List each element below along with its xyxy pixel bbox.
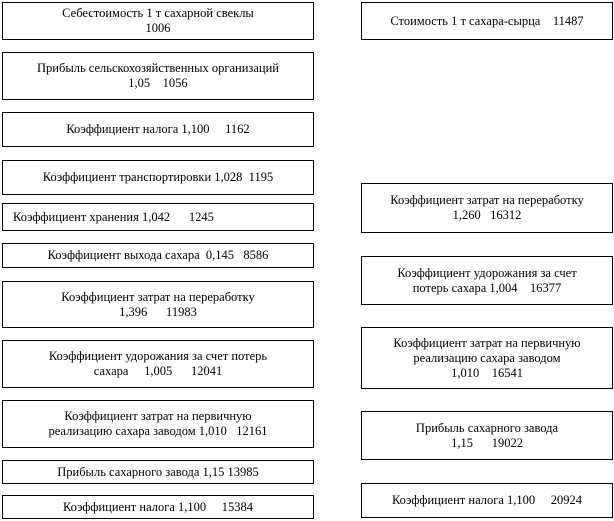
box-loss-appreciation-coef-2 bbox=[361, 256, 613, 305]
box-processing-cost-coef-1 bbox=[2, 281, 314, 328]
box-line: потерь сахара 1,004 16377 bbox=[412, 280, 562, 295]
box-primary-sales-coef-1 bbox=[2, 400, 314, 448]
box-line: 1,396 11983 bbox=[119, 304, 197, 319]
box-line: реализацию сахара заводом 1,010 12161 bbox=[48, 424, 268, 438]
box-line: 1,010 16541 bbox=[451, 365, 523, 380]
box-line: Коэффициент налога 1,100 15384 bbox=[62, 499, 254, 514]
box-sugar-beet-cost bbox=[2, 2, 314, 40]
box-line: Коэффициент затрат на первичную bbox=[393, 335, 581, 350]
box-line: сахара 1,005 12041 bbox=[93, 364, 223, 378]
box-transport-coef bbox=[2, 160, 314, 195]
box-storage-coef bbox=[2, 203, 314, 231]
box-line: 1,15 19022 bbox=[451, 435, 523, 450]
box-tax-coef-3 bbox=[361, 483, 613, 518]
box-line: Стоимость 1 т сахара-сырца 11487 bbox=[390, 13, 584, 28]
box-line: Коэффициент затрат на переработку bbox=[390, 193, 584, 207]
box-line: Коэффициент затрат на первичную bbox=[64, 409, 252, 423]
box-agri-profit bbox=[2, 52, 314, 100]
box-line: Прибыль сахарного завода 1,15 13985 bbox=[57, 464, 259, 479]
box-line: Коэффициент налога 1,100 20924 bbox=[391, 493, 583, 507]
box-raw-sugar-cost bbox=[361, 2, 613, 40]
box-sugar-plant-profit-1 bbox=[2, 460, 314, 484]
box-line: Коэффициент транспортировки 1,028 1195 bbox=[42, 170, 274, 184]
box-line: Коэффициент удорожания за счет потерь bbox=[48, 349, 268, 363]
box-sugar-plant-profit-2 bbox=[361, 411, 613, 460]
box-line: Коэффициент хранения 1,042 1245 bbox=[13, 209, 214, 224]
box-line: 1,05 1056 bbox=[128, 76, 188, 90]
box-line: 1,260 16312 bbox=[452, 208, 522, 222]
box-loss-appreciation-coef-1 bbox=[2, 340, 314, 388]
box-line: Коэффициент удорожания за счет bbox=[397, 265, 577, 280]
box-line: Прибыль сельскохозяйственных организаций bbox=[37, 61, 279, 75]
box-primary-sales-coef-2 bbox=[361, 327, 613, 389]
box-line: 1006 bbox=[145, 21, 171, 35]
box-processing-cost-coef-2 bbox=[361, 183, 613, 233]
box-sugar-yield-coef bbox=[2, 243, 314, 268]
box-line: Коэффициент налога 1,100 1162 bbox=[66, 122, 250, 136]
box-line: Коэффициент затрат на переработку bbox=[61, 289, 255, 304]
box-tax-coef-2 bbox=[2, 495, 314, 519]
box-line: Себестоимость 1 т сахарной свеклы bbox=[62, 6, 254, 20]
box-line: Прибыль сахарного завода bbox=[415, 420, 559, 435]
box-line: реализацию сахара заводом bbox=[413, 350, 561, 365]
box-line: Коэффициент выхода сахара 0,145 8586 bbox=[47, 248, 269, 262]
box-tax-coef-1 bbox=[2, 112, 314, 147]
